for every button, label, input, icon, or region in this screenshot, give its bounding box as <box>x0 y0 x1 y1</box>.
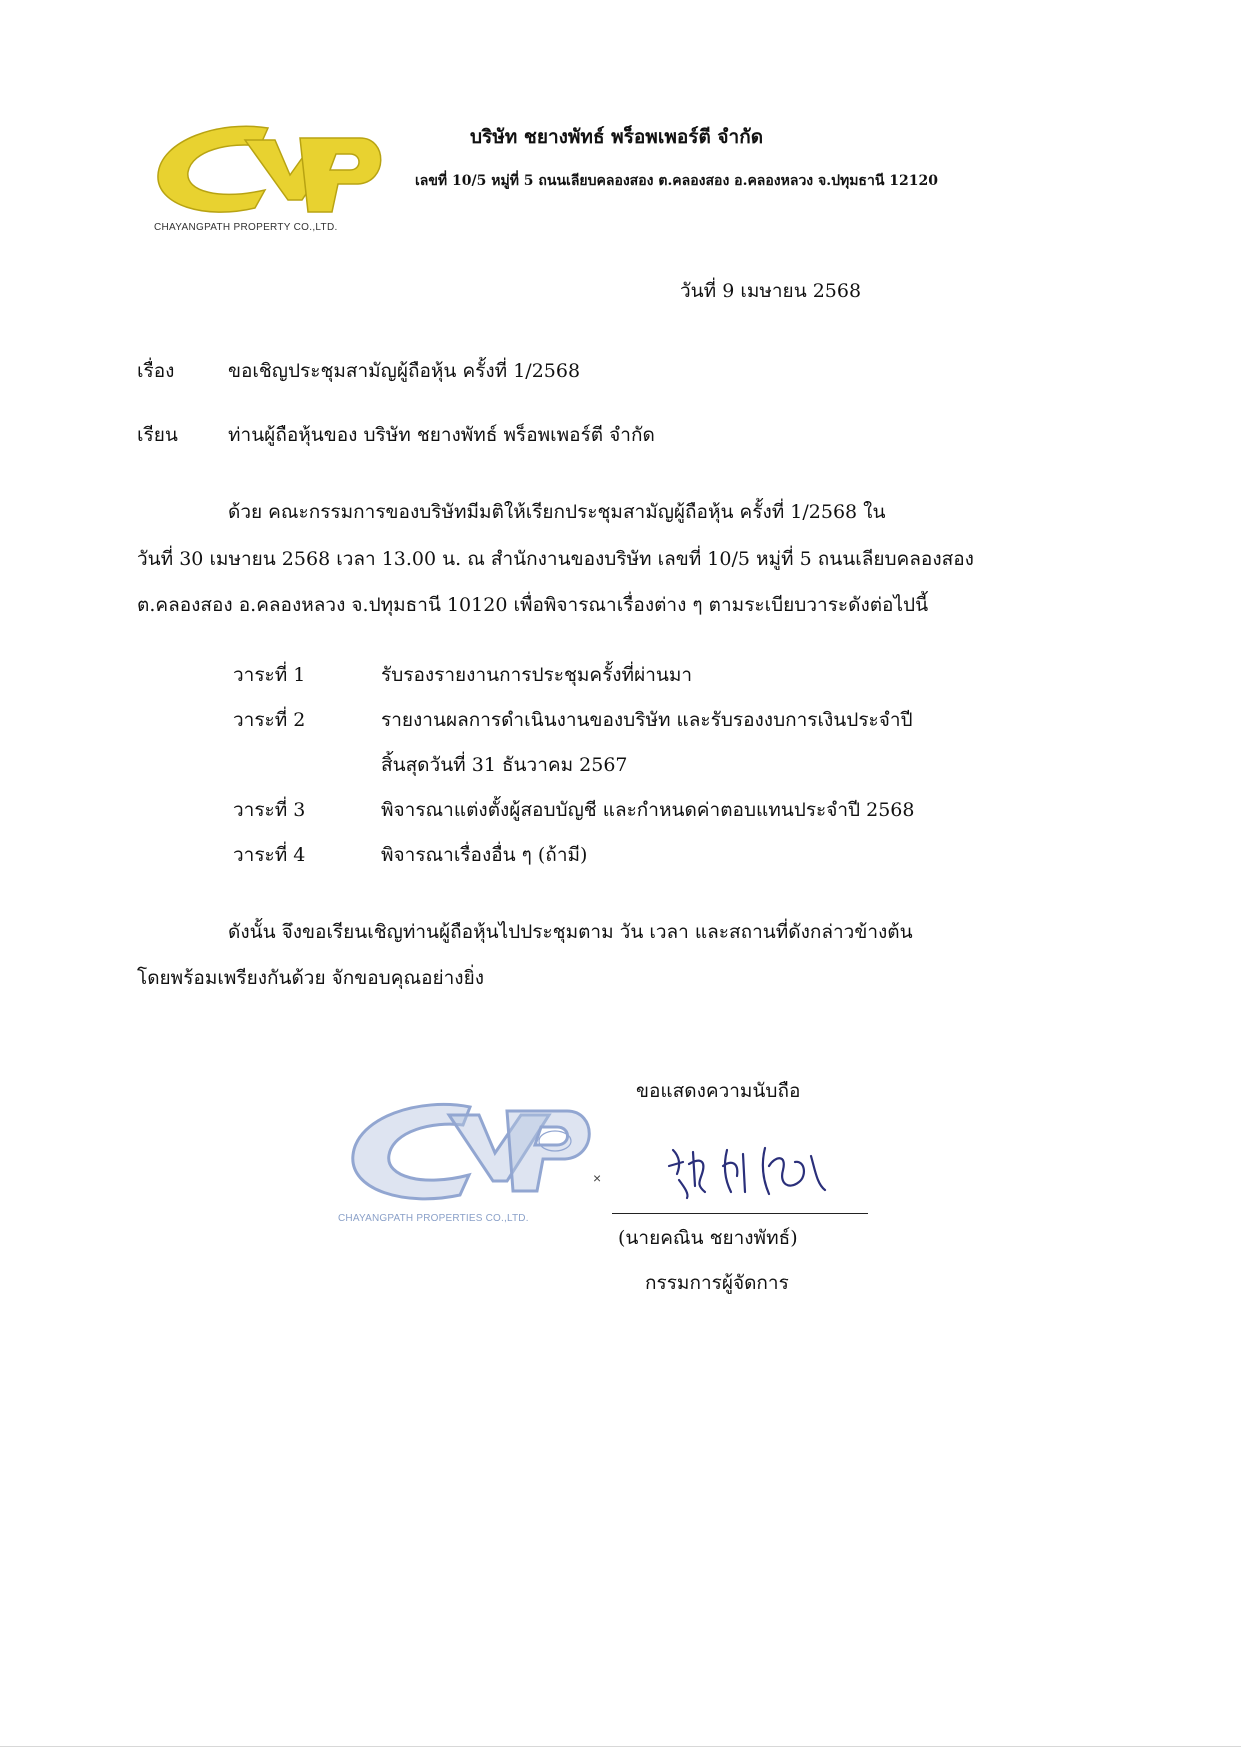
signatory-name: (นายคณิน ชยางพัทธ์) <box>618 1227 798 1249</box>
agenda-item-4: พิจารณาเรื่องอื่น ๆ (ถ้ามี) <box>381 844 588 866</box>
company-name: บริษัท ชยางพัทธ์ พร็อพเพอร์ตี จำกัด <box>470 126 764 148</box>
handwritten-signature-icon <box>665 1140 835 1205</box>
signature-mark: × <box>593 1170 602 1186</box>
cyp-logo-icon <box>150 120 390 235</box>
agenda-item-3: พิจารณาแต่งตั้งผู้สอบบัญชี และกำหนดค่าตอบแทนประจำปี 2568 <box>381 799 915 821</box>
agenda-item-2-continued: สิ้นสุดวันที่ 31 ธันวาคม 2567 <box>381 754 628 776</box>
agenda-no-3: วาระที่ 3 <box>233 799 306 821</box>
signature-line <box>612 1213 868 1214</box>
closing-line-1: ดังนั้น จึงขอเรียนเชิญท่านผู้ถือหุ้นไปประชุมตาม วัน เวลา และสถานที่ดังกล่าวข้างต้น <box>228 921 913 943</box>
subject-label: เรื่อง <box>137 360 175 382</box>
signatory-position: กรรมการผู้จัดการ <box>645 1272 789 1294</box>
intro-line-1: ด้วย คณะกรรมการของบริษัทมีมติให้เรียกประชุมสามัญผู้ถือหุ้น ครั้งที่ 1/2568 ใน <box>228 501 886 523</box>
intro-line-2: วันที่ 30 เมษายน 2568 เวลา 13.00 น. ณ สำนักงานของบริษัท เลขที่ 10/5 หมู่ที่ 5 ถนนเลียบคลองสอง <box>137 548 974 570</box>
agenda-item-1: รับรองรายงานการประชุมครั้งที่ผ่านมา <box>381 664 693 686</box>
stamp-caption: CHAYANGPATH PROPERTIES CO.,LTD. <box>338 1213 529 1224</box>
company-address: เลขที่ 10/5 หมู่ที่ 5 ถนนเลียบคลองสอง ต.คลองสอง อ.คลองหลวง จ.ปทุมธานี 12120 <box>415 173 938 189</box>
regards-text: ขอแสดงความนับถือ <box>636 1080 801 1102</box>
page-bottom-edge <box>0 1746 1241 1747</box>
recipient-label: เรียน <box>137 424 178 446</box>
recipient-text: ท่านผู้ถือหุ้นของ บริษัท ชยางพัทธ์ พร็อพเพอร์ตี จำกัด <box>228 424 655 446</box>
agenda-item-2: รายงานผลการดำเนินงานของบริษัท และรับรองงบการเงินประจำปี <box>381 709 913 731</box>
agenda-no-2: วาระที่ 2 <box>233 709 306 731</box>
agenda-no-1: วาระที่ 1 <box>233 664 306 686</box>
logo-caption: CHAYANGPATH PROPERTY CO.,LTD. <box>154 222 338 233</box>
intro-line-3: ต.คลองสอง อ.คลองหลวง จ.ปทุมธานี 10120 เพื่อพิจารณาเรื่องต่าง ๆ ตามระเบียบวาระดังต่อไปนี้ <box>137 594 929 616</box>
closing-line-2: โดยพร้อมเพรียงกันด้วย จักขอบคุณอย่างยิ่ง <box>137 967 484 989</box>
agenda-no-4: วาระที่ 4 <box>233 844 306 866</box>
subject-text: ขอเชิญประชุมสามัญผู้ถือหุ้น ครั้งที่ 1/2568 <box>228 360 581 382</box>
letter-date: วันที่ 9 เมษายน 2568 <box>680 280 862 302</box>
